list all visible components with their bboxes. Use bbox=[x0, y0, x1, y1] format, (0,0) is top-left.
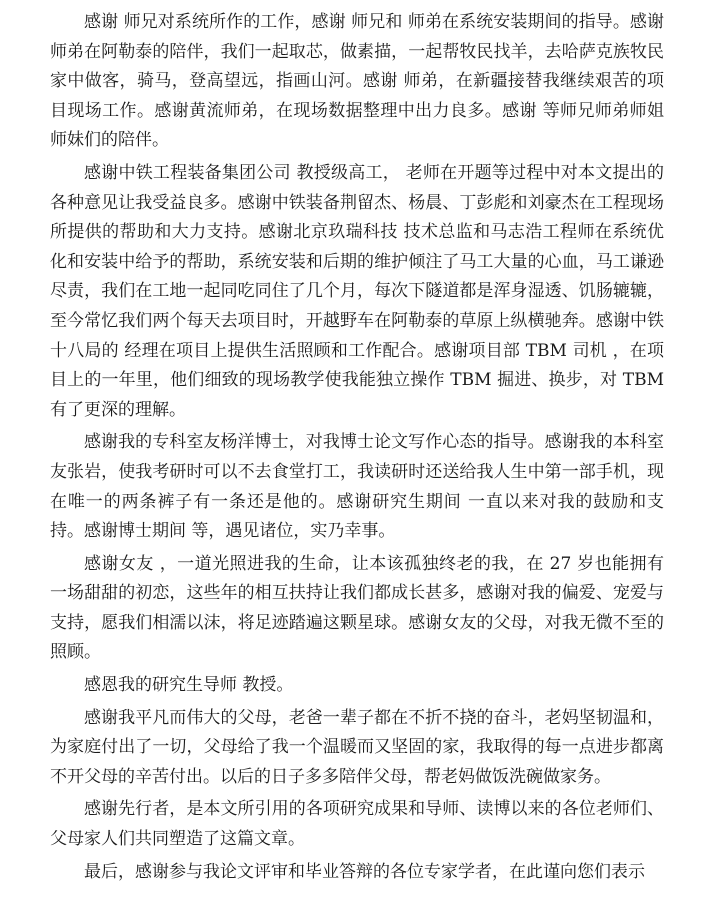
paragraph-labmates: 感谢 师兄对系统所作的工作，感谢 师兄和 师弟在系统安装期间的指导。感谢 师弟在阿勒泰的陪伴，我们一起取芯，做素描，一起帮牧民找羊，去哈萨克族牧民家中做客，骑马，登高望远，指画山河。感谢 师弟，在新疆接替我继续艰苦的项目现场工作。感谢黄流师弟，在现场数据整理中出力良多。感谢 等师兄师弟师姐师妹们的陪伴。 bbox=[50, 12, 664, 151]
paragraph-predecessors: 感谢先行者，是本文所引用的各项研究成果和导师、读博以来的各位老师们、父母家人们共同塑造了这篇文章。 bbox=[50, 799, 664, 850]
paragraph-parents: 感谢我平凡而伟大的父母，老爸一辈子都在不折不挠的奋斗，老妈坚韧温和，为家庭付出了一切，父母给了我一个温暖而又坚固的家，我取得的每一点进步都离不开父母的辛苦付出。以后的日子多多陪伴父母，帮老妈做饭洗碗做家务。 bbox=[50, 707, 664, 787]
paragraph-friends: 感谢我的专科室友杨洋博士，对我博士论文写作心态的指导。感谢我的本科室友张岩，使我考研时可以不去食堂打工，我读研时还送给我人生中第一部手机，现在唯一的两条裤子有一条还是他的。感谢研究生期间 一直以来对我的鼓励和支持。感谢博士期间 等，遇见诸位，实乃幸事。 bbox=[50, 432, 664, 542]
paragraph-supervisor: 感恩我的研究生导师 教授。 bbox=[84, 675, 294, 696]
paragraph-reviewers: 最后，感谢参与我论文评审和毕业答辩的各位专家学者，在此谨向您们表示 bbox=[84, 861, 645, 882]
paragraph-girlfriend: 感谢女友 ，一道光照进我的生命，让本该孤独终老的我，在 27 岁也能拥有一场甜甜的初恋，这些年的相互扶持让我们都成长甚多，感谢对我的偏爱、宠爱与支持，愿我们相濡以沫，将足迹踏遍这颗星球。感谢女友的父母，对我无微不至的照顾。 bbox=[50, 553, 664, 663]
paragraph-industry-partners: 感谢中铁工程装备集团公司 教授级高工， 老师在开题等过程中对本文提出的各种意见让我受益良多。感谢中铁装备荆留杰、杨晨、丁彭彪和刘豪杰在工程现场所提供的帮助和大力支持。感谢北京玖瑞科技 技术总监和马志浩工程师在系统优化和安装中给予的帮助，系统安装和后期的维护倾注了马工大量的心血，马工谦逊尽责，我们在工地一起同吃同住了几个月，每次下隧道都是浑身湿透、饥肠辘辘，至今常忆我们两个每天去项目时，开越野车在阿勒泰的草原上纵横驰奔。感谢中铁十八局的 经理在项目上提供生活照顾和工作配合。感谢项目部 TBM 司机 ，在项目上的一年里，他们细致的现场教学使我能独立操作 TBM 掘进、换步，对 TBM 有了更深的理解。 bbox=[50, 162, 664, 420]
